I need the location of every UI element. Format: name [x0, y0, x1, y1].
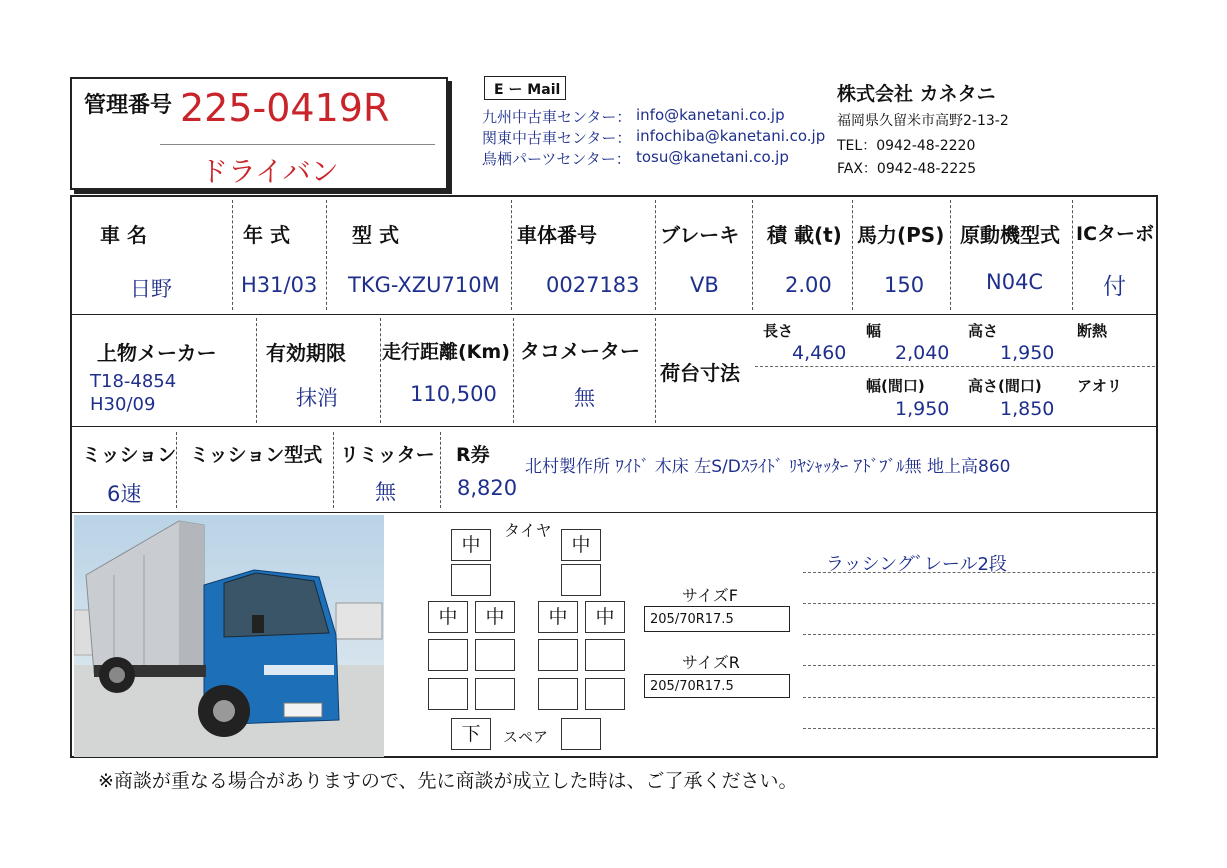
value-length: 4,460	[792, 342, 847, 364]
value-tachometer: 無	[574, 386, 595, 410]
tire-rear-10	[475, 678, 515, 710]
tire-rear-6	[475, 639, 515, 671]
tire-title: タイヤ	[504, 521, 552, 540]
label-width-opening: 幅(間口)	[866, 377, 925, 395]
label-mileage: 走行距離(Km)	[382, 341, 510, 363]
label-car-name: 車 名	[100, 223, 147, 247]
tire-front-left: 中	[451, 529, 491, 561]
value-mission: 6速	[107, 482, 142, 506]
label-length: 長さ	[763, 322, 794, 340]
label-year: 年 式	[243, 223, 290, 247]
contact-center-3: 鳥栖パーツセンター：	[482, 150, 631, 168]
value-engine: N04C	[986, 270, 1044, 294]
tire-rear-3: 中	[538, 601, 578, 633]
tire-rear-4: 中	[585, 601, 625, 633]
value-body-maker-model: T18-4854	[90, 371, 177, 392]
size-f-value: 205/70R17.5	[650, 612, 734, 627]
row2-divider	[70, 426, 1158, 427]
contact-email-2[interactable]: infochiba@kanetani.co.jp	[636, 127, 826, 145]
label-ic-turbo: ICターボ	[1076, 223, 1155, 245]
tire-rear-1: 中	[428, 601, 468, 633]
label-mission-type: ミッション型式	[190, 444, 323, 466]
remark-1: ラッシングﾞレール2段	[826, 554, 1007, 575]
body-type: ドライバン	[200, 155, 339, 188]
tire-rear-12	[585, 678, 625, 710]
contact-email-1[interactable]: info@kanetani.co.jp	[636, 106, 785, 124]
row3-divider	[70, 512, 1158, 513]
label-height-opening: 高さ(間口)	[968, 377, 1042, 395]
value-load: 2.00	[785, 273, 832, 297]
value-limiter: 無	[375, 480, 396, 504]
label-mission: ミッション	[82, 444, 177, 466]
spare-label: スペア	[503, 728, 549, 746]
company-name: 株式会社 カネタニ	[837, 83, 996, 105]
contact-email-3[interactable]: tosu@kanetani.co.jp	[636, 148, 789, 166]
company-tel: TEL：0942-48-2220	[837, 138, 976, 154]
tire-rear-7	[538, 639, 578, 671]
email-label: E ー Mail	[494, 82, 561, 98]
label-width: 幅	[866, 322, 882, 340]
spec-notes: 北村製作所 ﾜｲﾄﾞ 木床 左S/Dｽﾗｲﾄﾞ ﾘﾔｼｬｯﾀｰ ｱﾄﾞﾌﾞﾙ無 地上高860	[525, 457, 1011, 477]
size-r-value: 205/70R17.5	[650, 679, 734, 694]
label-cargo-dims: 荷台寸法	[660, 361, 740, 385]
label-r-ken: R券	[456, 444, 490, 466]
value-width-opening: 1,950	[895, 398, 950, 420]
value-expiry: 抹消	[296, 386, 338, 410]
tire-rear-8	[585, 639, 625, 671]
value-hp: 150	[884, 273, 925, 297]
label-limiter: リミッター	[340, 444, 435, 466]
label-expiry: 有効期限	[266, 341, 346, 365]
mgmt-number: 225-0419R	[180, 86, 390, 130]
label-hp: 馬力(PS)	[857, 223, 945, 247]
label-tachometer: タコメーター	[520, 339, 640, 363]
row1-divider	[70, 314, 1158, 315]
value-car-name: 日野	[130, 277, 172, 301]
tire-spare-left: 下	[451, 718, 491, 750]
mgmt-label: 管理番号	[84, 93, 173, 118]
label-insulation: 断熱	[1077, 322, 1108, 340]
value-ic-turbo: 付	[1103, 274, 1126, 300]
value-body-maker-date: H30/09	[90, 394, 156, 415]
size-r-label: サイズR	[682, 653, 740, 672]
label-body-maker: 上物メーカー	[97, 341, 217, 365]
size-f-label: サイズF	[682, 586, 738, 605]
value-height: 1,950	[1000, 342, 1055, 364]
tire-rear-2: 中	[475, 601, 515, 633]
tire-rear-9	[428, 678, 468, 710]
contact-center-2: 関東中古車センター：	[482, 129, 632, 147]
company-fax: FAX：0942-48-2225	[837, 161, 977, 177]
contact-center-1: 九州中古車センター：	[482, 108, 632, 126]
label-chassis: 車体番号	[517, 223, 597, 247]
tire-front-left-inner	[451, 564, 491, 596]
tire-spare-right	[561, 718, 601, 750]
label-model: 型 式	[352, 223, 399, 247]
value-brake: VB	[690, 273, 719, 297]
cargo-dims-midline	[755, 366, 1155, 367]
tire-front-right: 中	[561, 529, 601, 561]
mgmt-divider	[160, 144, 435, 145]
value-r-ken: 8,820	[457, 476, 518, 500]
value-chassis: 0027183	[546, 273, 640, 297]
company-address: 福岡県久留米市高野2-13-2	[837, 113, 1009, 129]
tire-rear-11	[538, 678, 578, 710]
footer-notice: ※商談が重なる場合がありますので、先に商談が成立した時は、ご了承ください。	[98, 770, 798, 792]
value-width: 2,040	[895, 342, 950, 364]
truck-photo	[74, 515, 384, 757]
label-height: 高さ	[968, 322, 999, 340]
label-brake: ブレーキ	[660, 223, 740, 247]
value-height-opening: 1,850	[1000, 398, 1055, 420]
value-model: TKG-XZU710M	[348, 273, 500, 297]
value-year: H31/03	[241, 273, 318, 297]
label-engine: 原動機型式	[960, 223, 1060, 247]
tire-front-right-inner	[561, 564, 601, 596]
value-mileage: 110,500	[410, 382, 497, 406]
label-aori: アオリ	[1077, 377, 1122, 395]
tire-rear-5	[428, 639, 468, 671]
label-load: 積 載(t)	[767, 223, 842, 247]
